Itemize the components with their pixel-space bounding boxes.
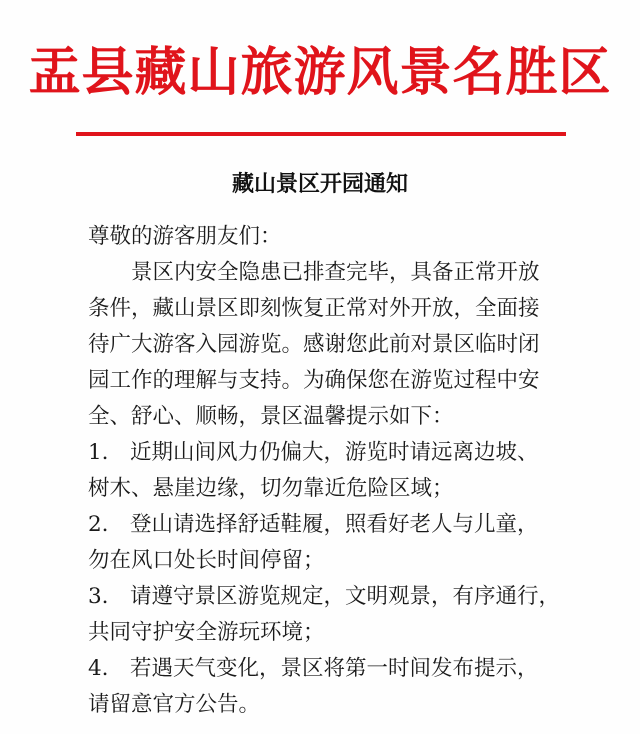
greeting-line: 尊敬的游客朋友们： — [88, 224, 282, 249]
tip-1-line: 1. 近期山间风力仍偏大，游览时请远离边坡、 — [88, 440, 539, 465]
body-line: 景区内安全隐患已排查完毕，具备正常开放 — [88, 260, 540, 285]
body-line: 园工作的理解与支持。为确保您在游览过程中安 — [88, 368, 540, 393]
body-line: 待广大游客入园游览。感谢您此前对景区临时闭 — [88, 332, 540, 357]
tip-2-line: 勿在风口处长时间停留； — [88, 548, 325, 573]
organization-title: 盂县藏山旅游风景名胜区 — [28, 43, 612, 103]
body-line: 条件，藏山景区即刻恢复正常对外开放，全面接 — [88, 296, 540, 321]
tip-4-line: 请留意官方公告。 — [88, 692, 261, 717]
red-divider-line — [76, 132, 566, 136]
tip-1-line: 树木、悬崖边缘，切勿靠近危险区域； — [88, 476, 454, 501]
tip-3-line: 共同守护安全游玩环境； — [88, 620, 325, 645]
tip-4-line: 4. 若遇天气变化，景区将第一时间发布提示， — [88, 656, 539, 681]
tip-2-line: 2. 登山请选择舒适鞋履，照看好老人与儿童， — [88, 512, 539, 537]
tip-3-line: 3. 请遵守景区游览规定，文明观景，有序通行， — [88, 584, 561, 609]
body-line: 全、舒心、顺畅，景区温馨提示如下： — [88, 404, 454, 429]
notice-title: 藏山景区开园通知 — [231, 172, 408, 197]
